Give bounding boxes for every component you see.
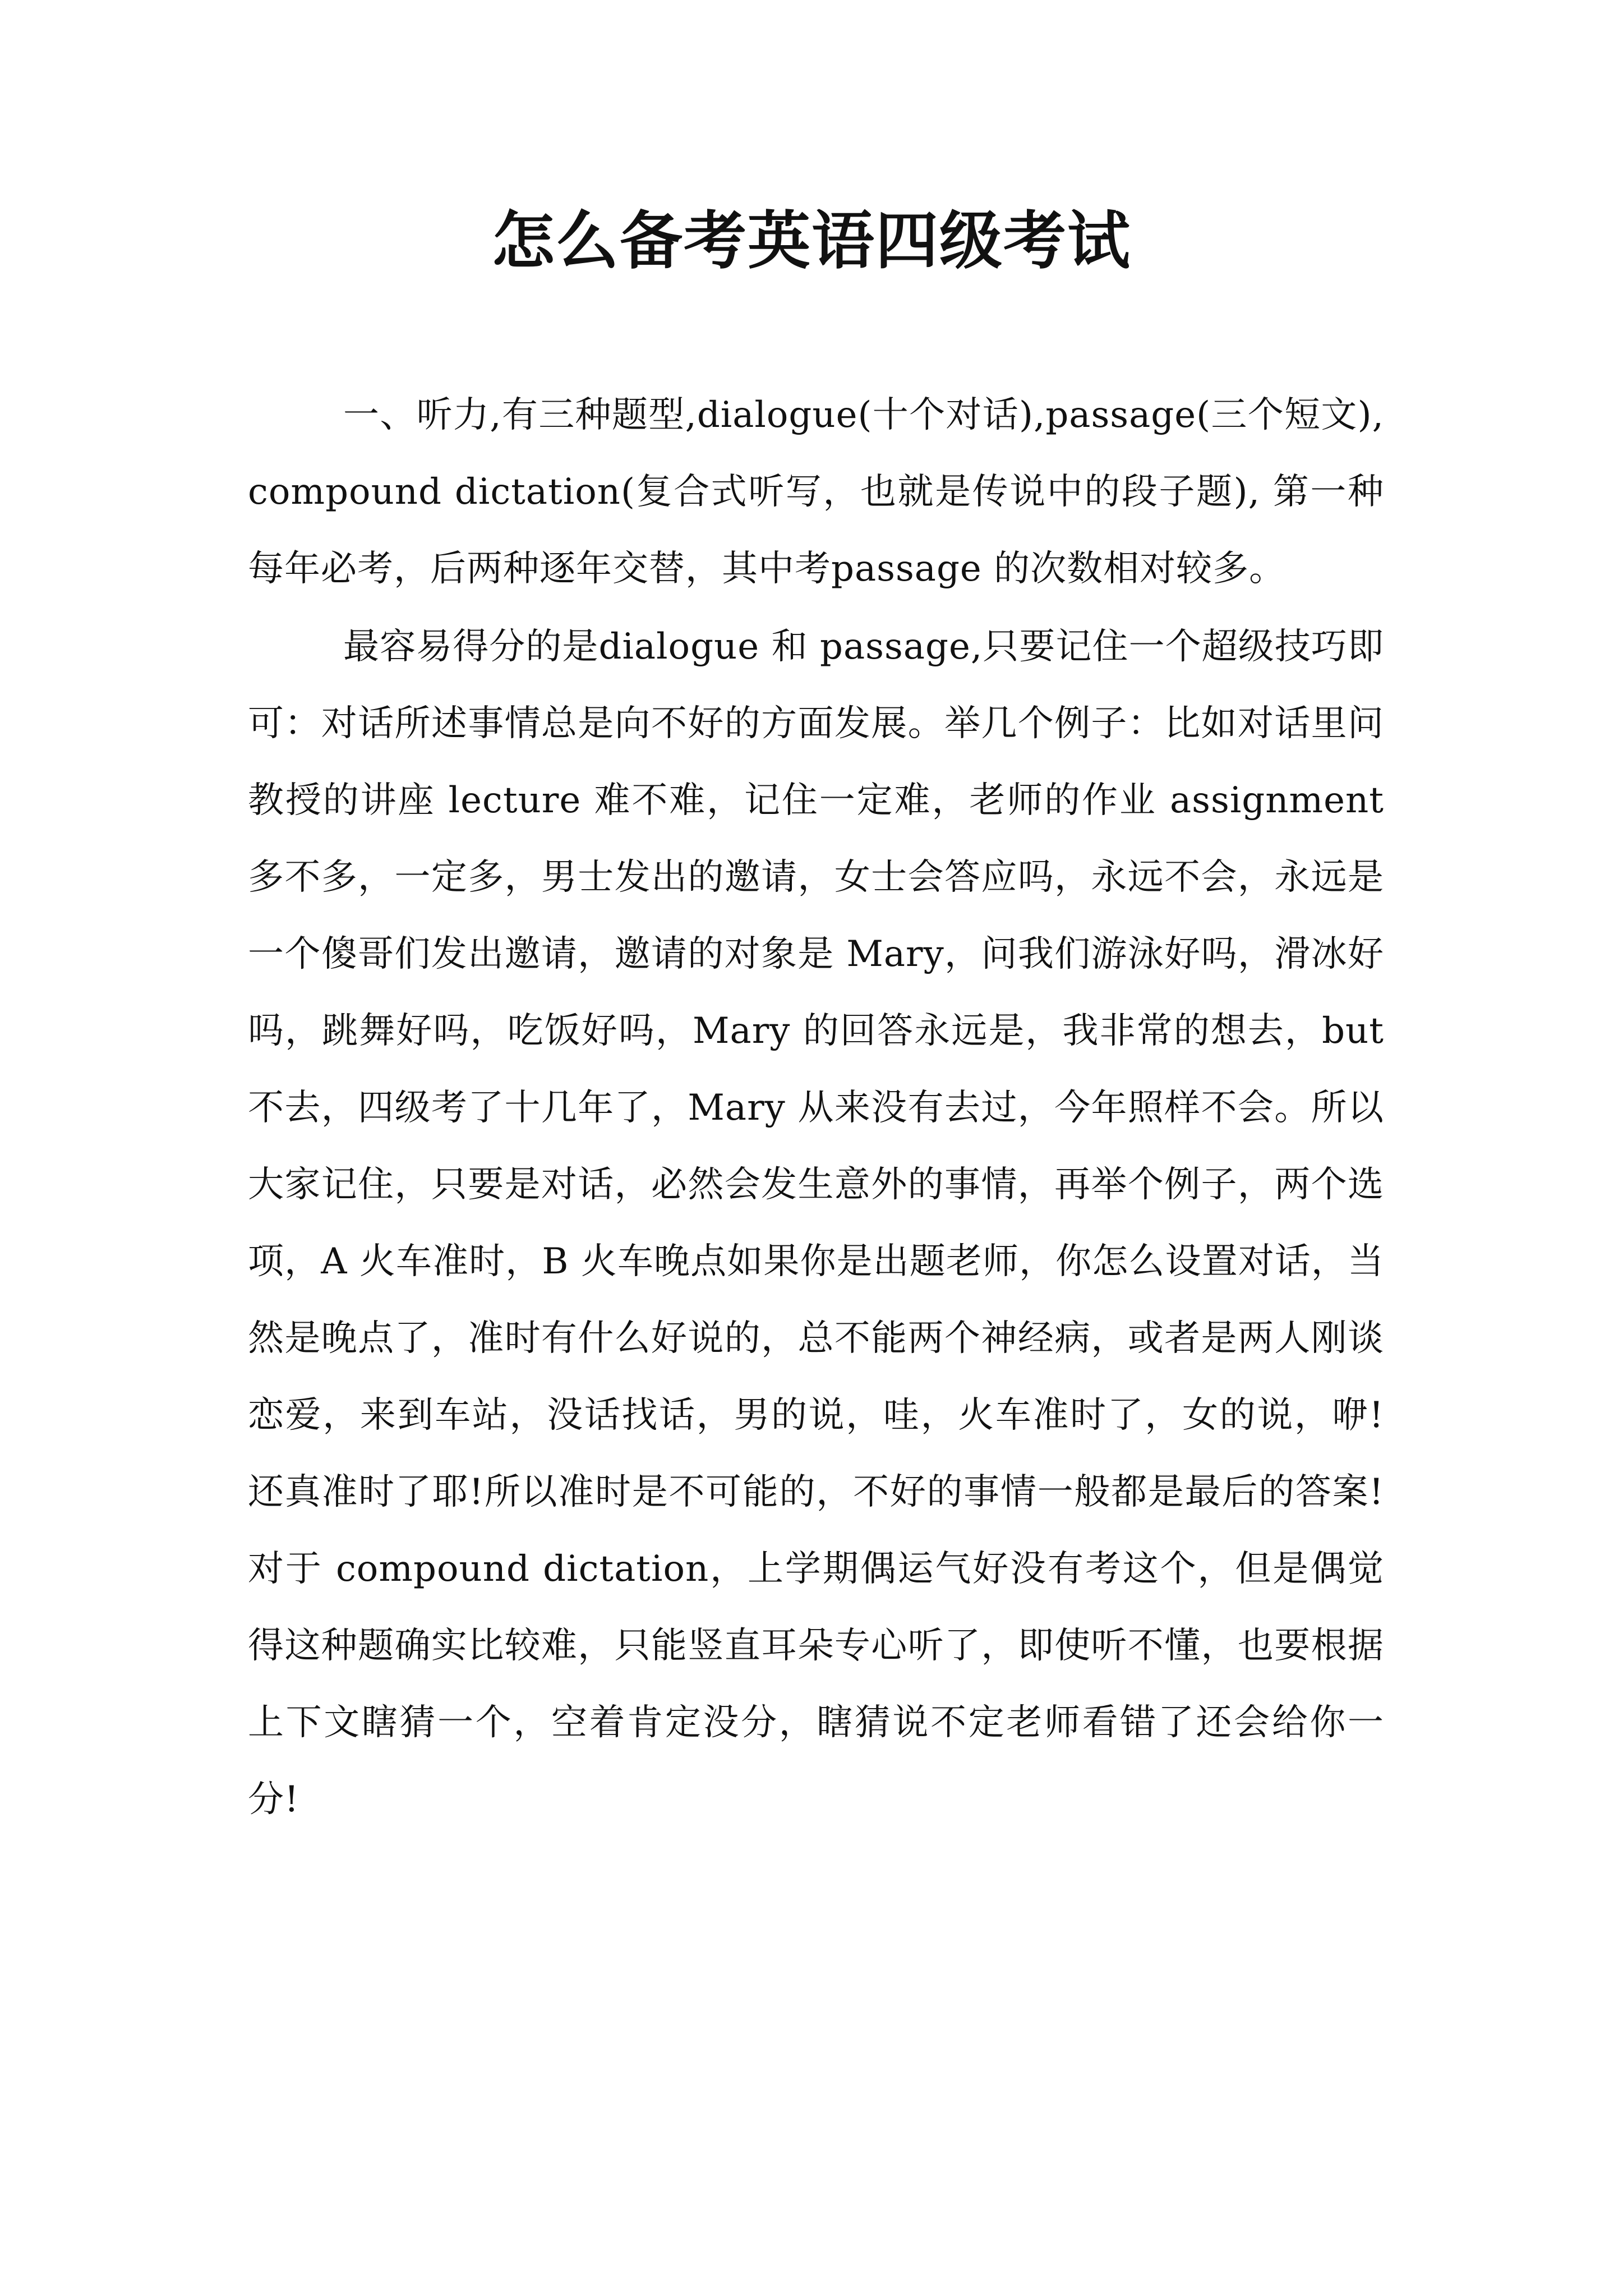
paragraph-listening-intro: 一、听力,有三种题型,dialogue(十个对话),passage(三个短文), compound dictation(复合式听写，也就是传说中的段子题), 第一种每年必考，后两种逐年交替，其中考passage 的次数相对较多。 [248, 394, 1384, 590]
page-title: 怎么备考英语四级考试 [492, 205, 1131, 278]
paragraph-dialogue-tips: 最容易得分的是dialogue 和 passage,只要记住一个超级技巧即可：对话所述事情总是向不好的方面发展。举几个例子：比如对话里问教授的讲座 lecture 难不难，记住一定难，老师的作业 assignment 多不多，一定多，男士发出的邀请，女士会答应吗，永远不会，永远是一个傻哥们发出邀请，邀请的对象是 Mary，问我们游泳好吗，滑冰好吗，跳舞好吗，吃饭好吗，Mary 的回答永远是，我非常的想去，but不去，四级考了十几年了，Mary 从来没有去过，今年照样不会。所以大家记住，只要是对话，必然会发生意外的事情，再举个例子，两个选项，A 火车准时，B 火车晚点如果你是出题老师，你怎么设置对话，当然是晚点了，准时有什么好说的，总不能两个神经病，或者是两人刚谈恋爱，来到车站，没话找话，男的说，哇，火车准时了，女的说，咿!还真准时了耶!所以准时是不可能的，不好的事情一般都是最后的答案!对于 compound dictation，上学期偶运气好没有考这个，但是偶觉得这种题确实比较难，只能竖直耳朵专心听了，即使听不懂，也要根据上下文瞎猜一个，空着肯定没分，瞎猜说不定老师看错了还会给你一分! [248, 626, 1384, 1820]
document-body [248, 377, 1384, 1838]
